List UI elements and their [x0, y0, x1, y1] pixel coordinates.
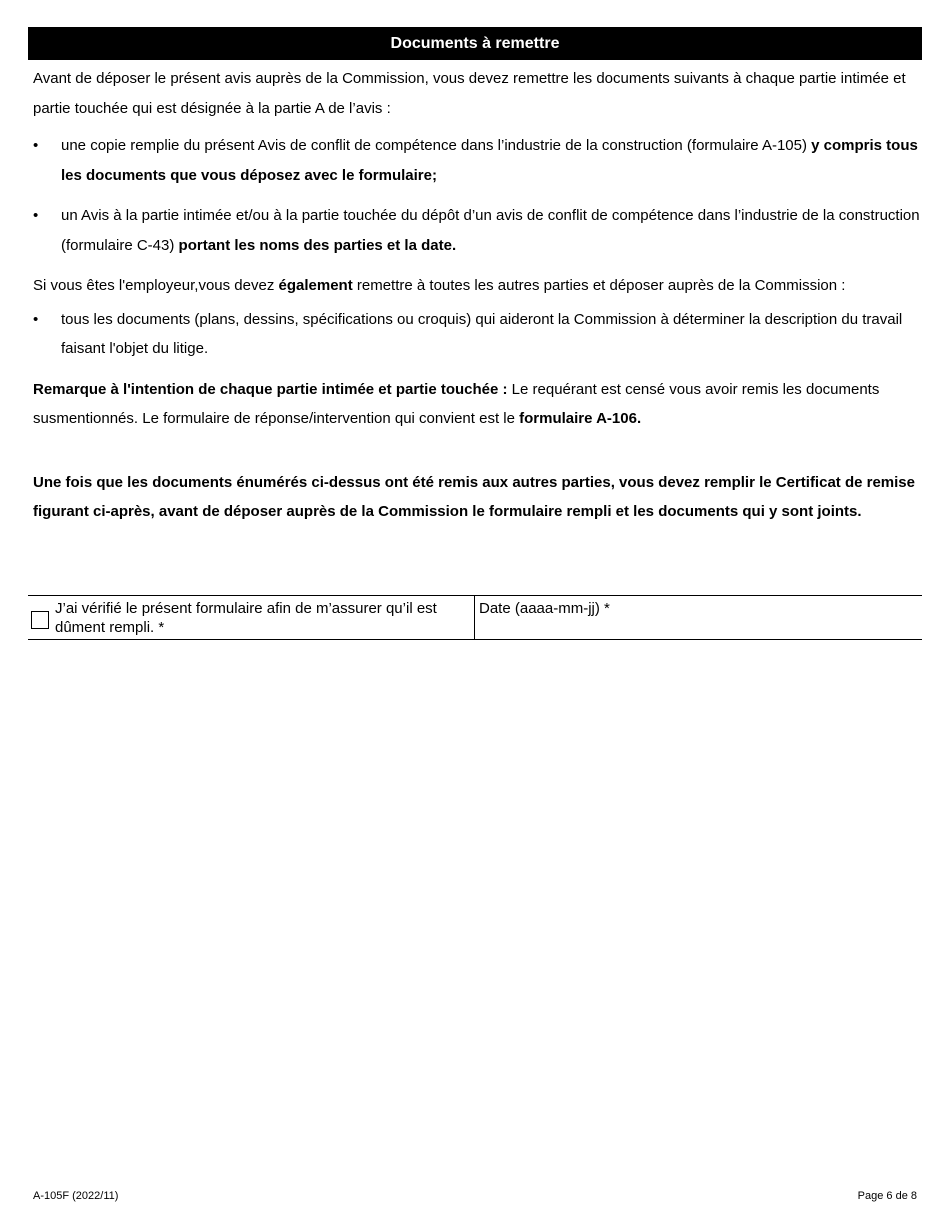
- page-number: Page 6 de 8: [857, 1190, 917, 1202]
- bullet-text: tous les documents (plans, dessins, spécifications ou croquis) qui aideront la Commission à déterminer la description du travail faisant l'objet du litige.: [61, 310, 903, 357]
- remark-paragraph: Remarque à l'intention de chaque partie intimée et partie touchée : Le requérant est censé vous avoir remis les documents susmentionnés. Le formulaire de réponse/intervention qui convient est le formulaire A-106.: [33, 380, 880, 427]
- form-id: A-105F (2022/11): [33, 1190, 119, 1202]
- bullet-bold-text: portant les noms des parties et la date.: [178, 236, 457, 254]
- intro-paragraph: Avant de déposer le présent avis auprès de la Commission, vous devez remettre les documents suivants à chaque partie intimée et partie touchée qui est désignée à la partie A de l’avis :: [33, 70, 906, 117]
- bullet-text: une copie remplie du présent Avis de conflit de compétence dans l’industrie de la construction (formulaire A-105): [61, 137, 812, 154]
- certification-table: [28, 595, 922, 640]
- list-item: [33, 305, 921, 364]
- instructions: [33, 64, 921, 527]
- section-header: [28, 27, 922, 60]
- section-title: Documents à remettre: [390, 34, 560, 52]
- date-label: Date (aaaa-mm-jj) *: [479, 600, 610, 617]
- date-field[interactable]: [475, 596, 922, 639]
- bullet-bold-text: y compris tous les documents que vous déposez avec le formulaire;: [61, 137, 918, 184]
- list-item: [33, 131, 921, 190]
- list-item: [33, 201, 921, 260]
- verification-label: J’ai vérifié le présent formulaire afin de m’assurer qu’il est dûment rempli. *: [55, 600, 437, 636]
- bullet-text: un Avis à la partie intimée et/ou à la partie touchée du dépôt d’un avis de conflit de compétence dans l’industrie de la construction (formulaire C-43): [61, 207, 920, 254]
- bullet-marker: •: [33, 137, 39, 154]
- bullet-marker: •: [33, 207, 39, 224]
- verification-checkbox[interactable]: [31, 611, 49, 629]
- final-note: Une fois que les documents énumérés ci-dessus ont été remis aux autres parties, vous devez remplir le Certificat de remise figurant ci-après, avant de déposer auprès de la Commission le formulaire rempli et les documents qui y sont joints.: [33, 473, 915, 520]
- bullet-marker: •: [33, 310, 39, 328]
- employer-paragraph: Si vous êtes l'employeur,vous devez également remettre à toutes les autres parties et déposer auprès de la Commission :: [33, 277, 846, 294]
- verification-cell: [28, 596, 475, 639]
